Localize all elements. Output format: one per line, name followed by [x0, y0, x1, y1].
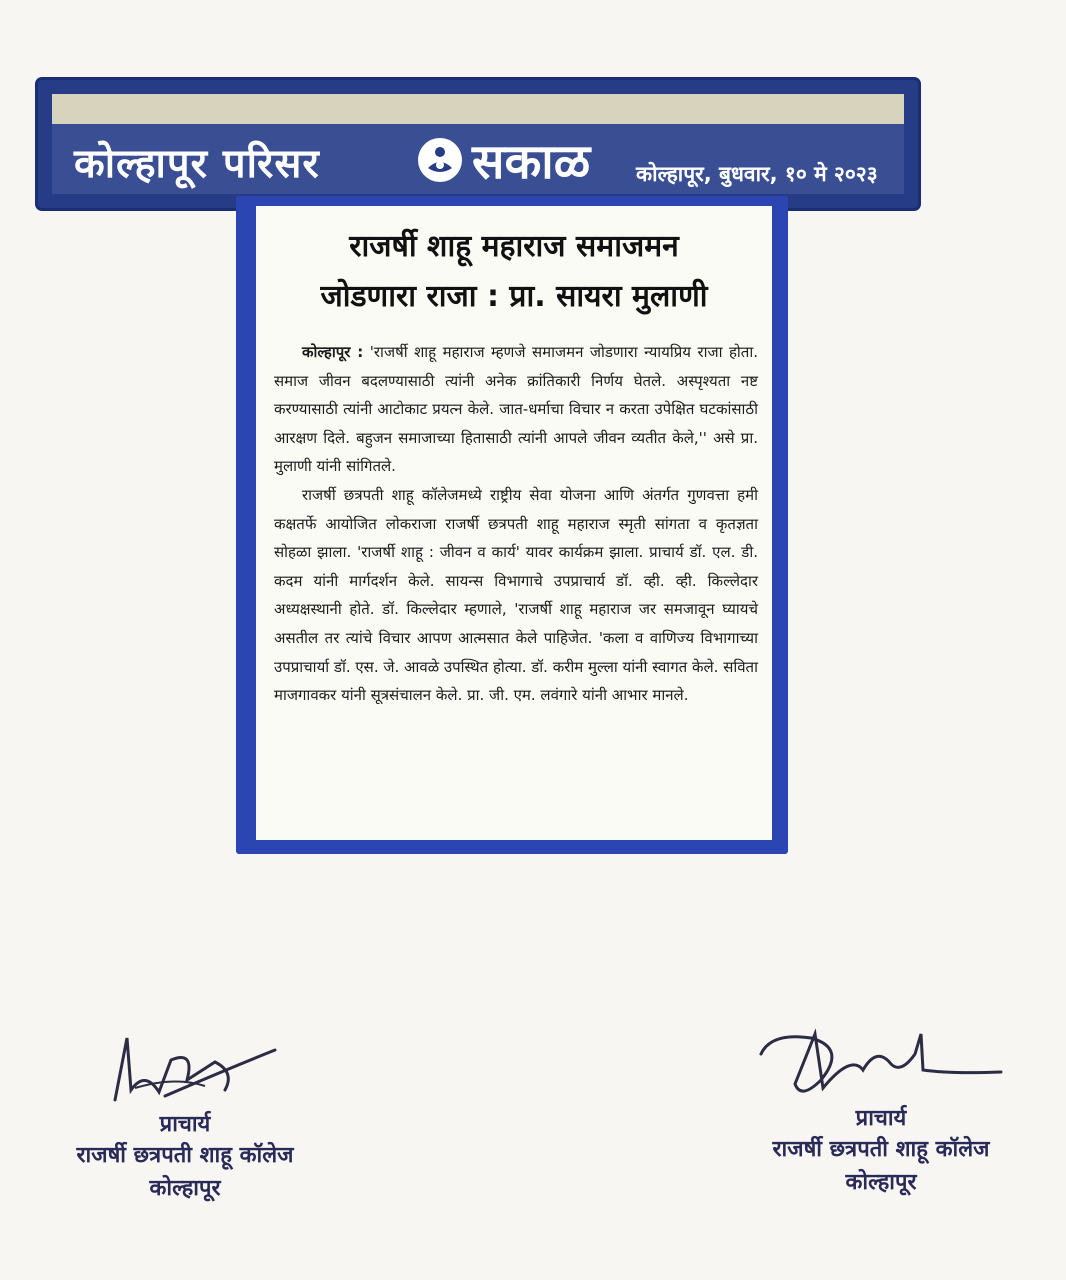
newspaper-header	[38, 80, 918, 208]
headline-line-2: जोडणारा राजा : प्रा. सायरा मुलाणी	[320, 279, 708, 314]
article-body	[274, 338, 758, 710]
signature-left-college: राजर्षी छत्रपती शाहू कॉलेज	[76, 1143, 294, 1168]
article-paragraph-2: राजर्षी छत्रपती शाहू कॉलेजमध्ये राष्ट्रीय सेवा योजना आणि अंतर्गत गुणवत्ता हमी कक्षतर्फे आयोजित लोकराजा राजर्षी छत्रपती शाहू महाराज स्मृती सांगता व कृतज्ञता सोहळा झाला. 'राजर्षी शाहू : जीवन व कार्य' यावर कार्यक्रम झाला. प्राचार्य डॉ. एल. डी. कदम यांनी मार्गदर्शन केले. सायन्स विभागाचे उपप्राचार्य डॉ. व्ही. व्ही. किल्लेदार अध्यक्षस्थानी होते. डॉ. किल्लेदार म्हणाले, 'राजर्षी शाहू महाराज जर समजावून घ्यायचे असतील तर त्यांचे विचार आपण आत्मसात केले पाहिजेत. 'कला व वाणिज्य विभागाच्या उपप्राचार्या डॉ. एस. जे. आवळे उपस्थित होत्या. डॉ. करीम मुल्ला यांनी स्वागत केले. सविता माजगावकर यांनी सूत्रसंचालन केले. प्रा. जी. एम. लवंगारे यांनी आभार मानले.	[274, 485, 758, 705]
signature-right-icon	[716, 1024, 1046, 1104]
lead-place: कोल्हापूर :	[302, 343, 364, 361]
headline-line-1: राजर्षी शाहू महाराज समाजमन	[349, 229, 679, 264]
signature-left-city: कोल्हापूर	[149, 1176, 221, 1201]
sakal-logo-icon	[418, 138, 462, 182]
signature-block-left	[20, 1030, 350, 1206]
signature-block-right	[716, 1024, 1046, 1200]
article-clipping	[256, 206, 772, 840]
header-inner	[52, 94, 904, 194]
signature-right-title: प्राचार्य	[855, 1106, 907, 1131]
section-name: कोल्हापूर परिसर	[74, 141, 320, 187]
article-headline	[268, 222, 760, 322]
article-paragraph-1	[274, 338, 758, 481]
brand-name: सकाळ	[472, 134, 591, 190]
paragraph-1-text: 'राजर्षी शाहू महाराज म्हणजे समाजमन जोडणारा न्यायप्रिय राजा होता. समाज जीवन बदलण्यासाठी त्यांनी अनेक क्रांतिकारी निर्णय घेतले. अस्पृश्यता नष्ट करण्यासाठी त्यांनी आटोकाट प्रयत्न केले. जात-धर्माचा विचार न करता उपेक्षित घटकांसाठी आरक्षण दिले. बहुजन समाजाच्या हितासाठी त्यांनी आपले जीवन व्यतीत केले,'' असे प्रा. मुलाणी यांनी सांगितले.	[274, 343, 759, 476]
signature-left-title: प्राचार्य	[159, 1112, 211, 1137]
edition-dateline: कोल्हापूर, बुधवार, १० मे २०२३	[636, 162, 878, 186]
signature-right-city: कोल्हापूर	[845, 1170, 917, 1195]
signature-left-icon	[20, 1030, 350, 1110]
signature-right-college: राजर्षी छत्रपती शाहू कॉलेज	[772, 1137, 990, 1162]
